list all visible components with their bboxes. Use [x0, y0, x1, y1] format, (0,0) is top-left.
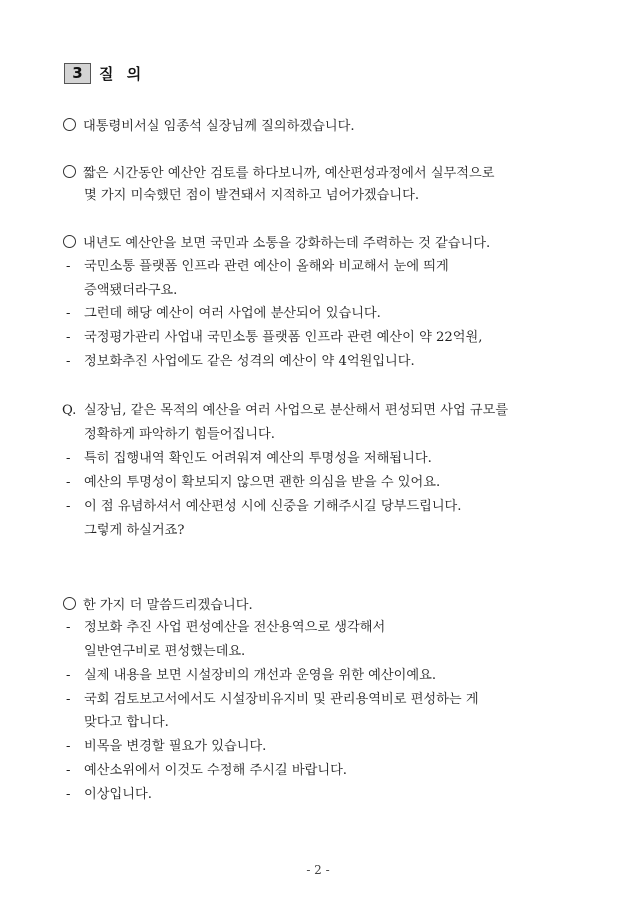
paragraph-circle-item: [63, 165, 495, 182]
paragraph-continuation: 일반연구비로 편성했는데요.: [84, 644, 246, 659]
paragraph-circle-item: [63, 118, 355, 135]
dash-bullet: -: [66, 306, 71, 321]
dash-bullet: -: [66, 787, 71, 802]
paragraph-continuation: 증액됐더라구요.: [84, 283, 178, 298]
circle-bullet-icon: [63, 235, 76, 248]
dash-bullet: -: [66, 330, 71, 345]
dash-bullet: -: [66, 451, 71, 466]
question-item: [62, 403, 508, 419]
dash-bullet: -: [66, 354, 71, 369]
paragraph-text: 이상입니다.: [84, 787, 152, 802]
paragraph-text: 짧은 시간동안 예산안 검토를 하다보니까, 예산편성과정에서 실무적으로: [83, 166, 495, 181]
circle-bullet-icon: [63, 165, 76, 178]
section-title: 질 의: [99, 65, 146, 83]
paragraph-text: 내년도 예산안을 보면 국민과 소통을 강화하는데 주력하는 것 같습니다.: [83, 236, 491, 251]
paragraph-text: 비목을 변경할 필요가 있습니다.: [84, 739, 267, 754]
paragraph-text: 실제 내용을 보면 시설장비의 개선과 운영을 위한 예산이예요.: [84, 668, 437, 683]
paragraph-dash-item: [66, 668, 436, 684]
paragraph-text: 한 가지 더 말씀드리겠습니다.: [83, 598, 253, 613]
paragraph-text: 정보화 추진 사업 편성예산을 전산용역으로 생각해서: [84, 620, 386, 635]
page-number: - 2 -: [306, 863, 330, 877]
paragraph-dash-item: [66, 739, 266, 755]
dash-bullet: -: [66, 692, 71, 707]
paragraph-text: 그런데 해당 예산이 여러 사업에 분산되어 있습니다.: [84, 306, 381, 321]
paragraph-continuation: 그렇게 하실거죠?: [84, 523, 185, 538]
paragraph-dash-item: [66, 259, 449, 275]
paragraph-dash-item: [66, 787, 152, 803]
paragraph-continuation: 맞다고 합니다.: [84, 715, 169, 730]
paragraph-dash-item: [66, 306, 381, 322]
circle-bullet-icon: [63, 597, 76, 610]
dash-bullet: -: [66, 668, 71, 683]
dash-bullet: -: [66, 499, 71, 514]
circle-bullet-icon: [63, 118, 76, 131]
paragraph-circle-item: [63, 597, 253, 614]
section-header: [64, 63, 145, 84]
paragraph-text: 예산의 투명성이 확보되지 않으면 괜한 의심을 받을 수 있어요.: [84, 475, 441, 490]
paragraph-dash-item: [66, 330, 482, 346]
paragraph-dash-item: [66, 692, 479, 708]
paragraph-text: 예산소위에서 이것도 수정해 주시길 바랍니다.: [84, 763, 348, 778]
paragraph-text: 실장님, 같은 목적의 예산을 여러 사업으로 분산해서 편성되면 사업 규모를: [84, 403, 509, 418]
dash-bullet: -: [66, 763, 71, 778]
paragraph-dash-item: [66, 499, 462, 515]
dash-bullet: -: [66, 259, 71, 274]
paragraph-dash-item: [66, 620, 385, 636]
paragraph-continuation: 정확하게 파악하기 힘들어집니다.: [84, 427, 275, 442]
dash-bullet: -: [66, 739, 71, 754]
dash-bullet: -: [66, 475, 71, 490]
paragraph-text: 이 점 유념하셔서 예산편성 시에 신중을 기해주시길 당부드립니다.: [84, 499, 462, 514]
paragraph-dash-item: [66, 451, 432, 467]
paragraph-text: 국민소통 플랫폼 인프라 관련 예산이 올해와 비교해서 눈에 띄게: [84, 259, 449, 274]
paragraph-text: 국회 검토보고서에서도 시설장비유지비 및 관리용역비로 편성하는 게: [84, 692, 479, 707]
dash-bullet: -: [66, 620, 71, 635]
paragraph-circle-item: [63, 235, 490, 252]
paragraph-text: 대통령비서실 임종석 실장님께 질의하겠습니다.: [83, 119, 355, 134]
paragraph-text: 국정평가관리 사업내 국민소통 플랫폼 인프라 관련 예산이 약 22억원,: [84, 330, 483, 345]
paragraph-text: 특히 집행내역 확인도 어려워져 예산의 투명성을 저해됩니다.: [84, 451, 432, 466]
paragraph-dash-item: [66, 475, 440, 491]
paragraph-dash-item: [66, 354, 415, 370]
paragraph-continuation: 몇 가지 미숙했던 점이 발견돼서 지적하고 넘어가겠습니다.: [84, 188, 420, 203]
section-number-box: 3: [64, 63, 91, 84]
question-marker: Q.: [62, 403, 77, 418]
paragraph-dash-item: [66, 763, 347, 779]
paragraph-text: 정보화추진 사업에도 같은 성격의 예산이 약 4억원입니다.: [84, 354, 415, 369]
